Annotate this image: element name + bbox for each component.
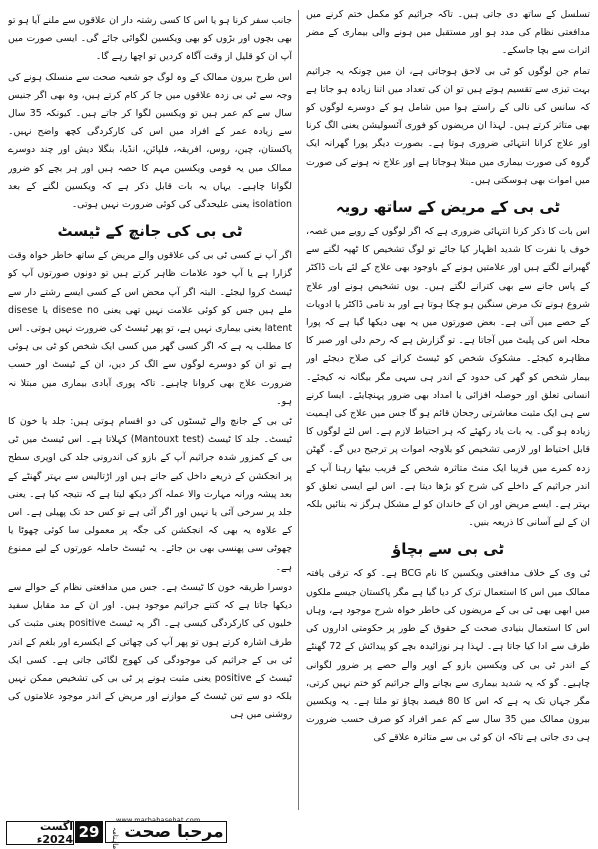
paragraph: دوسرا طریقہ خون کا ٹیسٹ ہے۔ جس میں مدافعتی نظام کے حوالے سے دیکھا جاتا ہے کہ کتنے جراثیم موجود ہیں۔ اور ان کے مد مقابل سفید خلیوں کی کارکردگی کیسی ہے۔ اگر یہ ٹیسٹ positive یعنی مثبت کی طرف اشارہ کرتے ہوں تو پھر آپ کی چھاتی کے ایکسرے اور بلغم کے اندر ٹی بی کے جراثیم کی موجودگی کی کھوج لگائی جاتی ہے۔ کسی ایک ٹیسٹ کے positive یعنی مثبت ہونے پر ٹی بی کی تشخیص ممکن نہیں بلکہ دو سے تین ٹیسٹ کے موازنے اور مریض کے اندر موجود علامتوں کی روشنی میں ہی <box>8 581 292 721</box>
paragraph: ٹی بی کے جانچ والے ٹیسٹوں کی دو اقسام ہوتی ہیں: جلد یا خون کا ٹیسٹ۔ جلد کا ٹیسٹ (Mantouxt test) کہلاتا ہے۔ اس ٹیسٹ میں ٹی بی کے کمزور شدہ جراثیم آپ کے بازو کی اندرونی جلد کی اوپری سطح پر انجکشن کے ذریعے داخل کیے جاتے ہیں اور اڑتالیس سے بہتر گھنٹے کے بعد پیشہ ورانہ مہارت والا عملہ آکر دیکھ لیتا ہے کہ نتیجہ کیا ہے۔ یعنی جلد پر سرخی آئی یا نہیں اور اگر آئی ہے تو کس حد تک پھیلی ہے۔ اس کے علاوہ یہ بھی کہ انجکشن کی جگہ پر معمولی سا کوئی چھوٹا یا چھوٹی سی پھنسی بھی بن جائے۔ یہ ٹیسٹ حاملہ عورتوں کے لیے ممنوع ہے۔ <box>8 416 292 573</box>
left-column <box>8 12 292 812</box>
section-heading: ٹی بی کی جانچ کے ٹیسٹ <box>57 222 243 241</box>
page-footer <box>6 816 228 849</box>
paragraph: ٹی وی کے خلاف مدافعتی ویکسین کا نام BCG ہے۔ کو کہ ترقی یافتہ ممالک میں اس کا استعمال ترک کر دیا گیا ہے مگر پاکستان جیسے ملکوں میں ابھی بھی ٹی بی کے مریضوں کی خاطر خواہ شرح موجود ہے، وہاں اس کا استعمال بنیادی صحت کے حقوق کے طور پر حکومتی اداروں کی طرف سے ادا کیا جاتا ہے۔ لہذا ہر نوزائیدہ بچے کو پیدائش کے 72 گھنٹے کے اندر ٹی بی کی ویکسین بازو کے اوپر والے حصے پر ضرور لگوانی چاہیے۔ گو کہ یہ شدید بیماری سے بچانے والے جراثیم کو ختم نہیں کرتی، مگر جہاں تک یہ ہے کہ اس کا 80 فیصد بچاؤ تو ملتا ہے۔ یہ ویکسین بیرون ممالک میں 35 سال سے کم عمر افراد کو صرف حسب ضرورت ہی دی جاتی ہے تاکہ ان کو ٹی بی سے متاثرہ علاقے کی <box>306 568 590 744</box>
issue-date: اگست 2024ء <box>6 821 74 845</box>
section-heading: ٹی بی سے بچاؤ <box>391 540 505 559</box>
paragraph: جانب سفر کرنا ہو یا اس کا کسی رشتہ دار ان علاقوں سے ملنے آیا ہو تو بھی بچوں اور بڑوں کو بھی ویکسین لگوائی جائے گی۔ ایسی صورت میں آپ ان کو قلیل از وقت آگاہ کردیں تو اچھا رہے گا۔ <box>8 15 292 63</box>
paragraph: اگر آپ نے کسی ٹی بی کی علاقوں والے مریض کے ساتھ خاطر خواہ وقت گزارا ہے یا آپ خود علامات ظاہر کرتے ہیں تو دونوں صورتوں آپ کو ٹیسٹ کروا لیجئے۔ البتہ اگر آپ محض اس کے کسی ایسے رشتے دار سے ملے ہیں جس کو کوئی علامت نہیں تھی یعنی disese no یا disese latent یعنی بیماری نہیں ہے، تو پھر ٹیسٹ کی ضرورت نہیں ہوتی۔ اس کا مطلب یہ ہے کہ اگر کسی گھر میں کسی ایک شخص کو ٹی بی ہوئی ہے تو ان کو دوسرے لوگوں سے الگ کر دیں، ان کے ٹیسٹ اور حسب ضرورت علاج بھی کروانا چاہیے۔ تاکہ پوری آبادی بیماری میں مبتلا نہ ہو۔ <box>8 250 292 407</box>
magazine-logo: مرحبا صحت <box>105 821 227 843</box>
paragraph: اس بات کا ذکر کرنا انتہائی ضروری ہے کہ اگر لوگوں کے رویے میں غصہ، خوف یا نفرت کا شدید اظہار کیا جائے تو لوگ تشخیص کا ٹھپہ لگنے سے گھبرانے لگتے ہیں اور علامتیں ہونے کے باوجود بھی علاج کے لئے بات ڈاکٹر کے پاس جانے سے بھی کترانے لگتے ہیں۔ یوں تشخیص ہونے اور علاج شروع ہونے تک مرض سنگین ہو چکا ہوتا ہے اور بد نامی ڈاکٹر یا ادویات کے حصے میں آتی ہے۔ بعض صورتوں میں یہ بھی دیکھا گیا ہے کہ پورا محلہ اس کی پلیٹ میں آجاتا ہے۔ تو گزارش ہے کہ رحم دلی اور صبر کا مظاہرہ کیجئے۔ مشکوک شخص کو ٹیسٹ کرانے کی صلاح دیجئے اور بیمار شخص کو گھر کی حدود کے اندر ہی سہی مگر بیگانہ نہ کیجئے۔ انسانی تعلق اور حوصلہ افزائی یا امداد بھی ضرور پہنچایئے۔ ایسا کرنے سے ہی ایک مثبت معاشرتی رجحان قائم ہو گا جس میں علاج کی اہمیت زیادہ ہو گی۔ یہ بات یاد رکھئے کہ ہر احتیاط لازم ہے۔ اس لئے لوگوں کا قابل احتیاط اور لازمی تشخیص کو بلاوجہ اموات پر ترجیح دیں گے۔ گھٹن زدہ کمرے میں قریبا ایک منٹ متاثرہ شخص کے قریب بیٹھا رہنا آپ کے اندر جراثیم کے داخلے کی شرح کو بڑھا دیتا ہے۔ اس لیے ایسی تعلق کو بہتر ہے۔ ایسے مریض اور ان کے خاندان کو لے مشکل ہرگز نہ بنائیں بلکہ ان کے لیے آسانی کا ذریعہ بنیں۔ <box>306 226 590 529</box>
paragraph: اس طرح بیرون ممالک کے وہ لوگ جو شعبہ صحت سے منسلک ہونے کی وجہ سے ٹی بی زدہ علاقوں میں جا کر کام کرتے ہیں، وہ بھی اگر جنیس سال سے کم عمر ہیں تو ویکسین لگوا کر جاتے ہیں۔ کیونکہ 35 سال سے زیادہ عمر کے افراد میں اس کی کارکردگی کچھ واضح نہیں۔ پاکستان، چین، روس، افریقہ، فلپائن، انڈیا، بنگلا دیش اور چند دوسرے ممالک میں یہ قومی ویکسین مہم کا حصہ ہیں اور ہر بچے کو ضرور لگوانا چاہیے۔ یہاں یہ بات قابل ذکر ہے کہ ویکسین لگنے کے بعد isolation یعنی علیحدگی کی کوئی ضرورت نہیں ہوتی۔ <box>8 71 292 211</box>
section-heading: ٹی بی کے مریض کے ساتھ رویہ <box>335 198 561 217</box>
column-divider <box>298 10 299 810</box>
paragraph: تسلسل کے ساتھ دی جاتی ہیں۔ تاکہ جراثیم کو مکمل ختم کرنے میں مدافعتی نظام کی مدد ہو اور مستقبل میں ہونے والی بیماری کے مضر اثرات سے بچا جاسکے۔ <box>306 9 590 57</box>
paragraph: تمام جن لوگوں کو ٹی بی لاحق ہوجاتی ہے، ان میں چونکہ یہ جراثیم بہت تیزی سے تقسیم ہوتے ہیں تو ان کی تعداد میں اتنا زیادہ ہو جاتا ہے کہ سانس کی نالی کے راستے ہوا میں شامل ہو کے دوسرے لوگوں کو بھی متاثر کرتے ہیں۔ لہذا ان مریضوں کو فوری آئسولیشن یعنی الگ کرنا اور علاج کرانا انتہائی ضروری ہوتا ہے۔ بصورت دیگر پورا گھرانہ ایک گروہ کی صورت بیماری میں مبتلا ہوجاتا ہے اور علاج نہ ہونے کی صورت میں اموات بھی ہوسکتی ہیں۔ <box>306 65 590 186</box>
right-column <box>306 6 590 812</box>
magazine-tagline: ماہنامہ <box>111 827 119 849</box>
page-number: 29 <box>75 821 103 843</box>
website-url: www.marhabasehat.com <box>116 816 201 824</box>
